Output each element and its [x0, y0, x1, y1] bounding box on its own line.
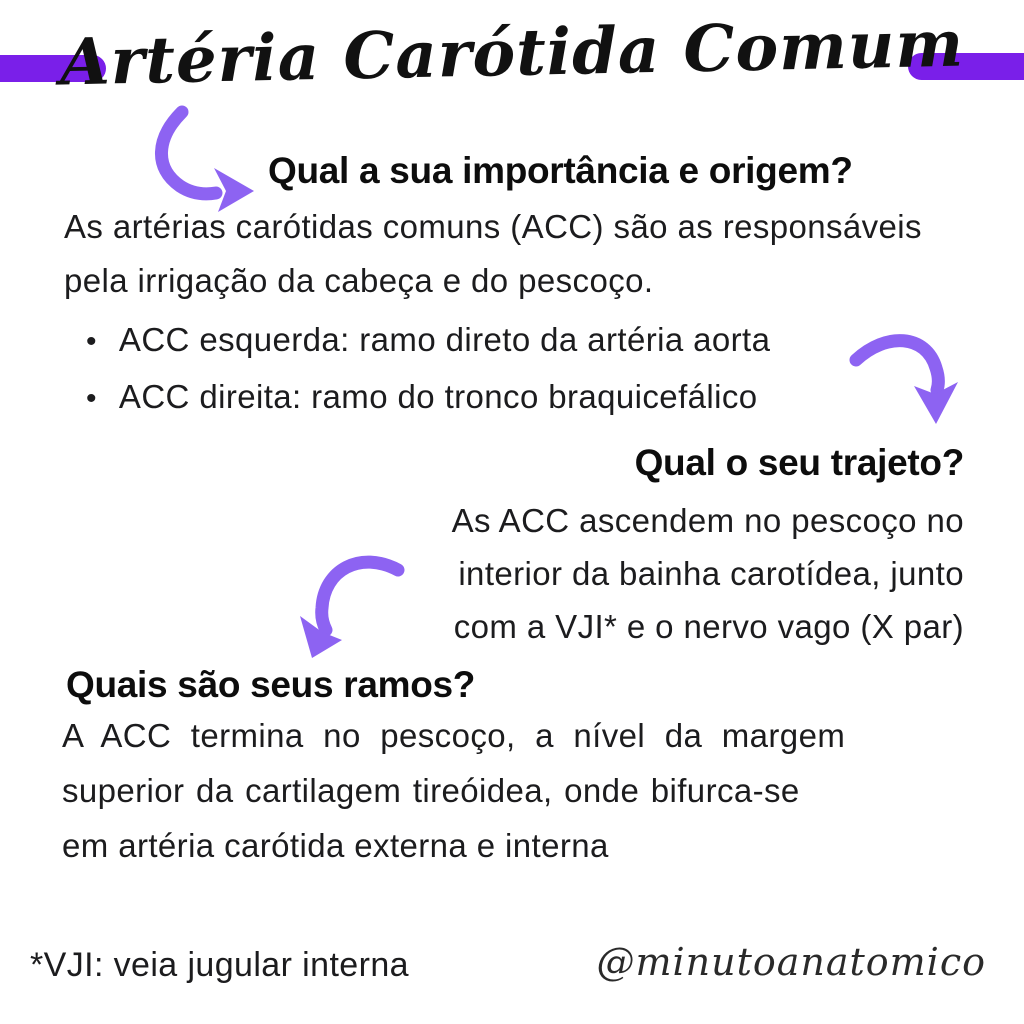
- body-line: com a VJI* e o nervo vago (X par): [453, 608, 964, 645]
- body-line: pela irrigação da cabeça e do pescoço.: [64, 262, 654, 299]
- section-origin-heading: Qual a sua importância e origem?: [268, 150, 853, 191]
- list-item: [86, 369, 770, 426]
- author-handle: @minutoanatomico: [596, 940, 986, 984]
- footnote: *VJI: veia jugular interna: [30, 946, 409, 984]
- section-ramos-body: [62, 708, 845, 873]
- body-line: As ACC ascendem no pescoço no: [451, 502, 964, 539]
- bullet-text: ACC esquerda: ramo direto da artéria aorta: [118, 321, 771, 358]
- section-trajeto: [452, 442, 964, 653]
- body-line: A ACC termina no pescoço, a nível da margem: [62, 717, 846, 754]
- curved-arrow-down-icon: [846, 330, 968, 430]
- body-line: interior da bainha carotídea, junto: [458, 555, 964, 592]
- curved-arrow-down-left-icon: [296, 554, 410, 666]
- body-line: em artéria carótida externa e interna: [62, 827, 609, 864]
- bullet-icon: •: [86, 382, 97, 415]
- section-trajeto-heading: Qual o seu trajeto?: [634, 442, 964, 483]
- bullet-text: ACC direita: ramo do tronco braquicefálico: [118, 378, 758, 415]
- origin-bullet-list: [86, 312, 770, 426]
- body-line: superior da cartilagem tireóidea, onde bifurca-se: [62, 772, 800, 809]
- list-item: [86, 312, 770, 369]
- bullet-icon: •: [86, 325, 97, 358]
- body-line: As artérias carótidas comuns (ACC) são as responsáveis: [64, 208, 922, 245]
- section-origin-body: [64, 200, 922, 308]
- page-title: Artéria Carótida Comum: [59, 6, 965, 101]
- section-ramos-heading: Quais são seus ramos?: [66, 664, 476, 705]
